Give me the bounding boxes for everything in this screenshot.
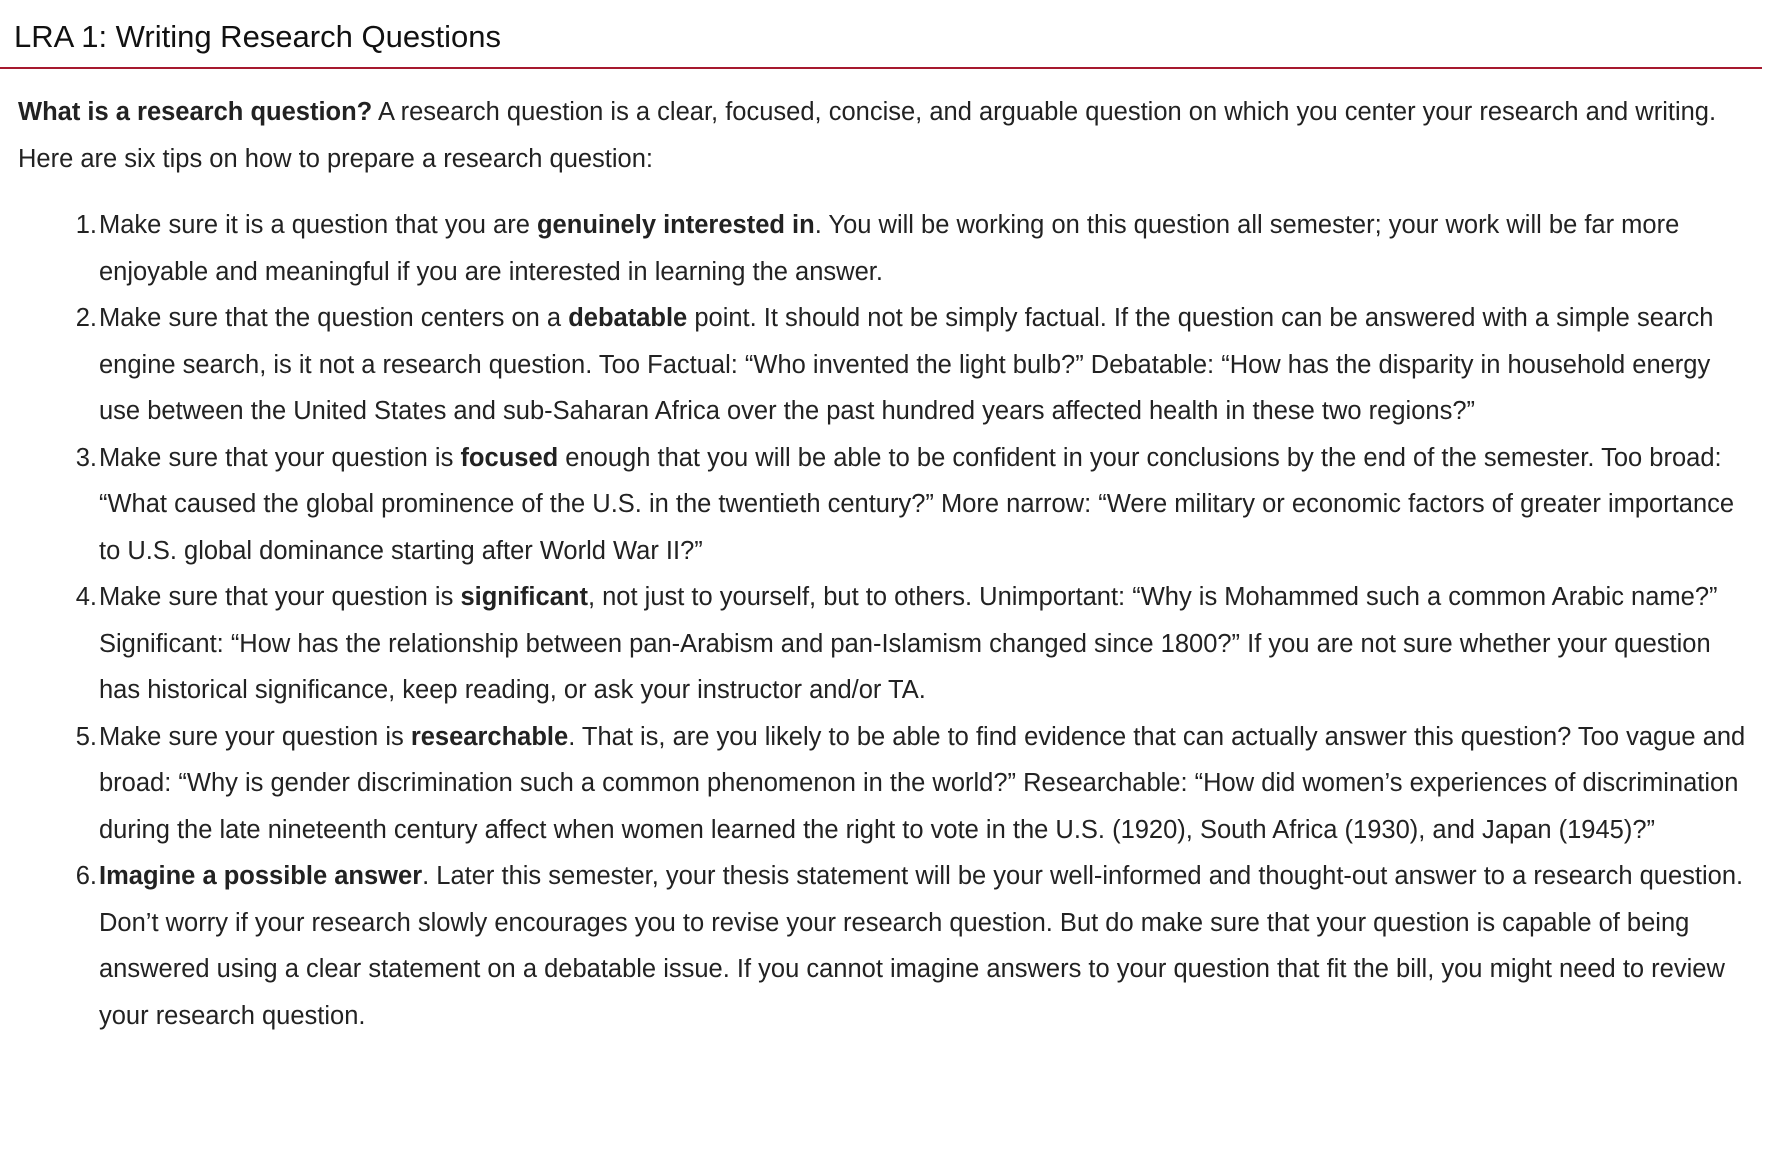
definition-paragraph <box>18 89 1748 136</box>
tip-text-after: , not just to yourself, but to others. Unimportant: “Why is Mohammed such a common Arabic name?” Significant: “How has the relationship between pan-Arabism and pan-Islamism changed since 1800?” If you are not sure whether your question has historical significance, keep reading, or ask your instructor and/or TA. <box>99 583 1718 704</box>
page-title: LRA 1: Writing Research Questions <box>14 19 502 54</box>
tip-number: 1. <box>75 211 97 239</box>
tip-text-before: Make sure your question is <box>99 722 411 751</box>
definition-text: A research question is a clear, focused, concise, and arguable question on which you center your research and writing. <box>372 98 1717 126</box>
tip-text-after: point. It should not be simply factual. If the question can be answered with a simple search engine search, is it not a research question. Too Factual: “Who invented the light bulb?” Debatable: “How has the disparity in household energy use between the United States and sub-Saharan Africa over the past hundred years affected health in these two regions?” <box>99 304 1714 425</box>
tip-text-before: Make sure it is a question that you are <box>99 211 537 239</box>
tip-keyword: researchable <box>410 722 569 751</box>
tip-text-after: . That is, are you likely to be able to find evidence that can actually answer this question? Too vague and broad: “Why is gender discrimination such a common phenomenon in the world?” Researchable: “How did women’s experiences of discrimination during the late nineteenth century affect when women learned the right to vote in the U.S. (1920), South Africa (1930), and Japan (1945)?” <box>99 722 1746 844</box>
main-content <box>18 89 1748 1039</box>
tip-text-after: . You will be working on this question all semester; your work will be far more enjoyable and meaningful if you are interested in learning the answer. <box>99 211 1680 286</box>
tip-keyword: significant <box>460 583 588 611</box>
tip-keyword: genuinely interested in <box>536 211 815 239</box>
intro-section <box>18 89 1748 182</box>
tip-number: 3. <box>75 443 97 472</box>
tips-list <box>18 202 1748 1039</box>
tip-number: 2. <box>75 304 97 332</box>
tip-item-2 <box>75 295 1748 435</box>
tip-text-after: . Later this semester, your thesis statement will be your well-informed and thought-out answer to a research question. Don’t worry if your research slowly encourages you to revise your research question. But do make sure that your question is capable of being answered using a clear statement on a debatable issue. If you cannot imagine answers to your question that fit the bill, you might need to review your research question. <box>99 862 1744 1030</box>
tip-number: 6. <box>75 862 97 890</box>
definition-lead: What is a research question? <box>18 98 373 126</box>
tips-intro: Here are six tips on how to prepare a research question: <box>18 144 654 173</box>
tip-keyword: Imagine a possible answer <box>99 862 423 890</box>
tip-text-before: Make sure that your question is <box>99 583 461 611</box>
tip-keyword: debatable <box>568 304 688 332</box>
tip-text-before: Make sure that the question centers on a <box>99 304 569 332</box>
tip-keyword: focused <box>460 443 559 472</box>
tip-number: 5. <box>75 722 97 751</box>
tip-item-4 <box>75 574 1748 714</box>
page-header <box>0 0 1762 69</box>
tip-number: 4. <box>75 583 97 611</box>
tip-text-after: enough that you will be able to be confident in your conclusions by the end of the semester. Too broad: “What caused the global prominence of the U.S. in the twentieth century?” More narrow: “Were military or economic factors of greater importance to U.S. global dominance starting after World War II?” <box>99 443 1735 565</box>
tip-item-6 <box>75 853 1748 1039</box>
tip-text-before: Make sure that your question is <box>99 443 461 472</box>
tip-item-3 <box>75 435 1748 575</box>
tip-item-5 <box>75 714 1748 854</box>
tip-item-1 <box>75 202 1748 295</box>
